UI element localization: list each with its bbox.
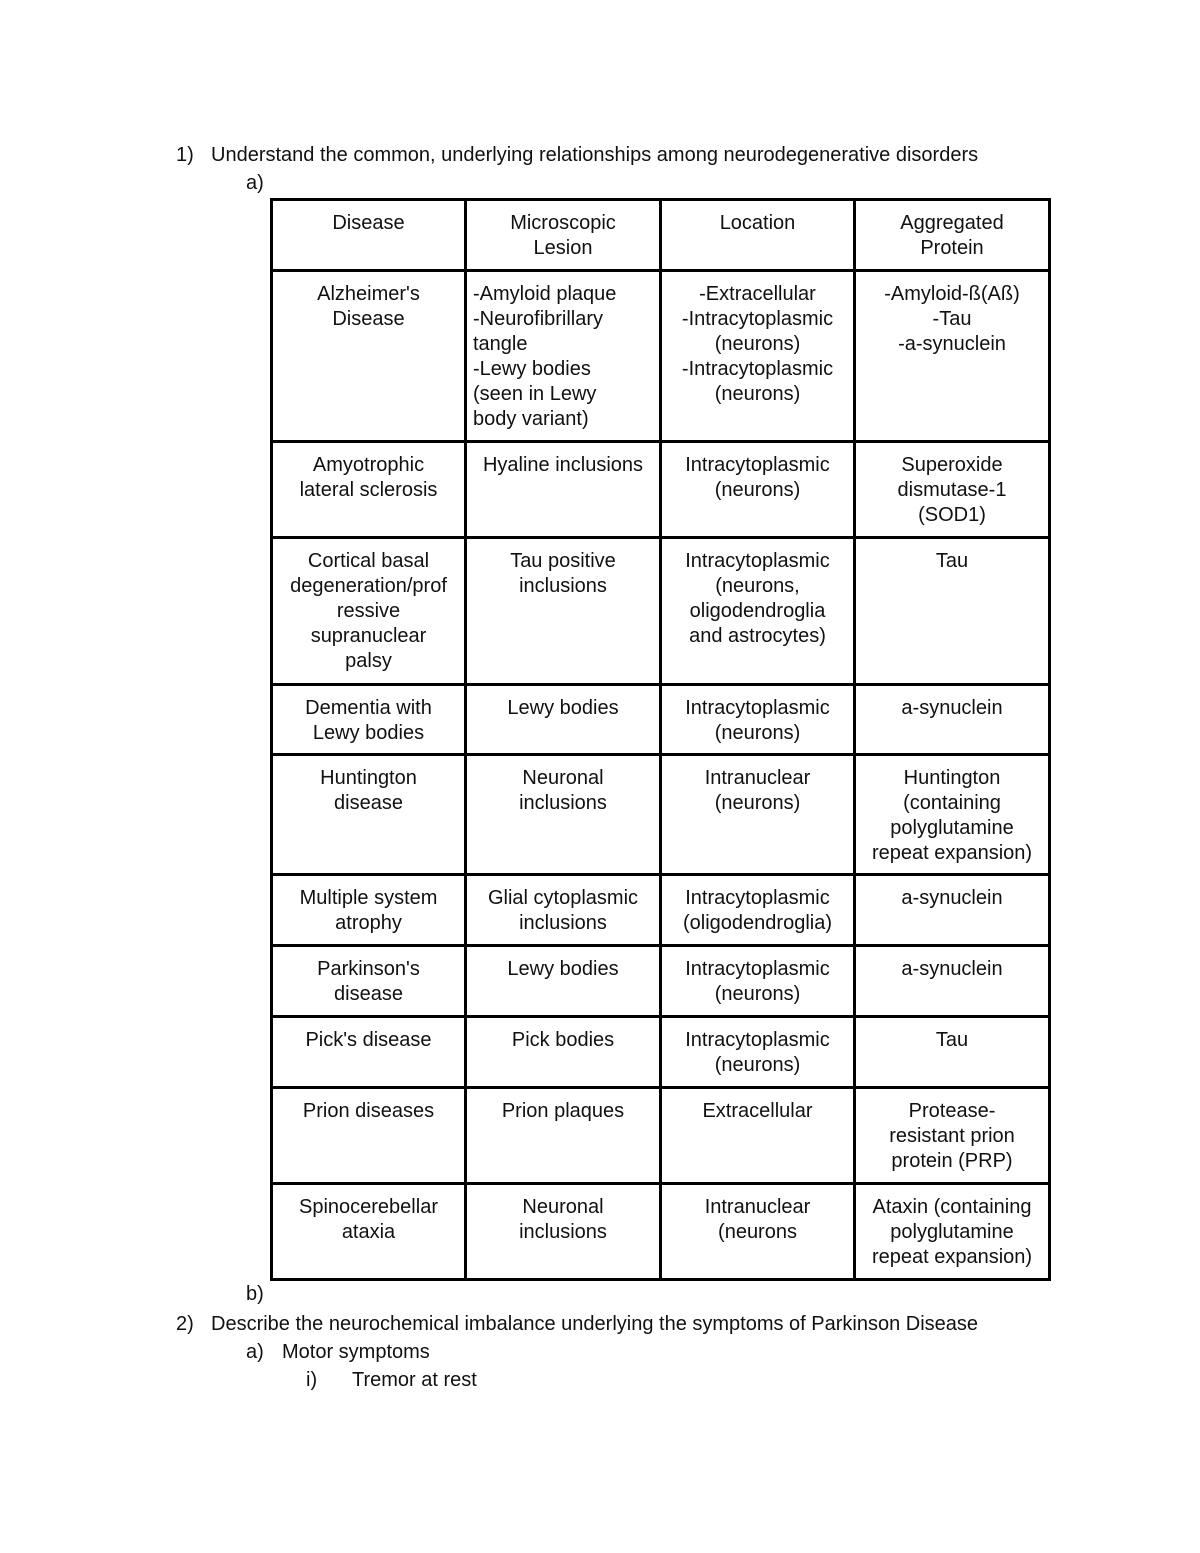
cell-disease: Alzheimer's Disease — [272, 271, 466, 442]
cell-disease: Multiple system atrophy — [272, 875, 466, 946]
cell-lesion: Lewy bodies — [466, 946, 661, 1017]
cell-location: Intracytoplasmic (neurons) — [661, 1017, 855, 1088]
header-cell-lesion: Microscopic Lesion — [466, 200, 661, 271]
cell-location: Intracytoplasmic (neurons, oligodendroglia and astrocytes) — [661, 538, 855, 685]
header-cell-location: Location — [661, 200, 855, 271]
cell-lesion: Prion plaques — [466, 1088, 661, 1184]
question-2a-text: Motor symptoms — [282, 1341, 430, 1363]
cell-disease: Amyotrophic lateral sclerosis — [272, 442, 466, 538]
cell-lesion: Lewy bodies — [466, 685, 661, 755]
table-row — [272, 1088, 1050, 1184]
question-2-text: Describe the neurochemical imbalance underlying the symptoms of Parkinson Disease — [211, 1313, 979, 1335]
cell-lesion: Glial cytoplasmic inclusions — [466, 875, 661, 946]
cell-location: Extracellular — [661, 1088, 855, 1184]
cell-disease: Spinocerebellar ataxia — [272, 1184, 466, 1280]
cell-location: Intracytoplasmic (oligodendroglia) — [661, 875, 855, 946]
cell-disease: Prion diseases — [272, 1088, 466, 1184]
header-cell-disease: Disease — [272, 200, 466, 271]
table-header-row — [272, 200, 1050, 271]
table-row — [272, 442, 1050, 538]
cell-protein: Ataxin (containing polyglutamine repeat expansion) — [855, 1184, 1050, 1280]
cell-protein: a-synuclein — [855, 685, 1050, 755]
cell-protein: Protease- resistant prion protein (PRP) — [855, 1088, 1050, 1184]
cell-disease: Dementia with Lewy bodies — [272, 685, 466, 755]
cell-lesion: Tau positive inclusions — [466, 538, 661, 685]
table-row — [272, 1184, 1050, 1280]
cell-protein: -Amyloid-ß(Aß) -Tau -a-synuclein — [855, 271, 1050, 442]
cell-protein: Superoxide dismutase-1 (SOD1) — [855, 442, 1050, 538]
cell-lesion: Hyaline inclusions — [466, 442, 661, 538]
cell-lesion: Neuronal inclusions — [466, 1184, 661, 1280]
table-row — [272, 946, 1050, 1017]
question-2a-label: a) — [246, 1341, 264, 1363]
cell-location: Intracytoplasmic (neurons) — [661, 442, 855, 538]
cell-protein: a-synuclein — [855, 946, 1050, 1017]
cell-location: Intracytoplasmic (neurons) — [661, 946, 855, 1017]
table-row — [272, 685, 1050, 755]
table-row — [272, 538, 1050, 685]
cell-disease: Huntington disease — [272, 755, 466, 875]
table-row — [272, 271, 1050, 442]
question-1-number: 1) — [176, 144, 194, 166]
cell-location: Intranuclear (neurons — [661, 1184, 855, 1280]
cell-disease: Cortical basal degeneration/prof ressive supranuclear palsy — [272, 538, 466, 685]
cell-lesion: Neuronal inclusions — [466, 755, 661, 875]
cell-disease: Parkinson's disease — [272, 946, 466, 1017]
cell-location: Intracytoplasmic (neurons) — [661, 685, 855, 755]
question-1b-label: b) — [246, 1283, 264, 1305]
cell-protein: Huntington (containing polyglutamine repeat expansion) — [855, 755, 1050, 875]
question-2a-i-text: Tremor at rest — [352, 1369, 477, 1391]
cell-lesion: Pick bodies — [466, 1017, 661, 1088]
cell-protein: Tau — [855, 538, 1050, 685]
question-2-number: 2) — [176, 1313, 194, 1335]
neurodegenerative-disorders-table — [270, 198, 1051, 1281]
table-row — [272, 755, 1050, 875]
question-2a-i-label: i) — [306, 1369, 318, 1391]
cell-protein: Tau — [855, 1017, 1050, 1088]
cell-lesion: -Amyloid plaque -Neurofibrillary tangle -Lewy bodies (seen in Lewy body variant) — [466, 271, 661, 442]
question-1a-label: a) — [246, 172, 264, 194]
question-1-text: Understand the common, underlying relationships among neurodegenerative disorders — [211, 144, 979, 166]
table-row — [272, 875, 1050, 946]
header-cell-protein: Aggregated Protein — [855, 200, 1050, 271]
table-row — [272, 1017, 1050, 1088]
cell-location: -Extracellular -Intracytoplasmic (neurons) -Intracytoplasmic (neurons) — [661, 271, 855, 442]
cell-location: Intranuclear (neurons) — [661, 755, 855, 875]
cell-protein: a-synuclein — [855, 875, 1050, 946]
cell-disease: Pick's disease — [272, 1017, 466, 1088]
